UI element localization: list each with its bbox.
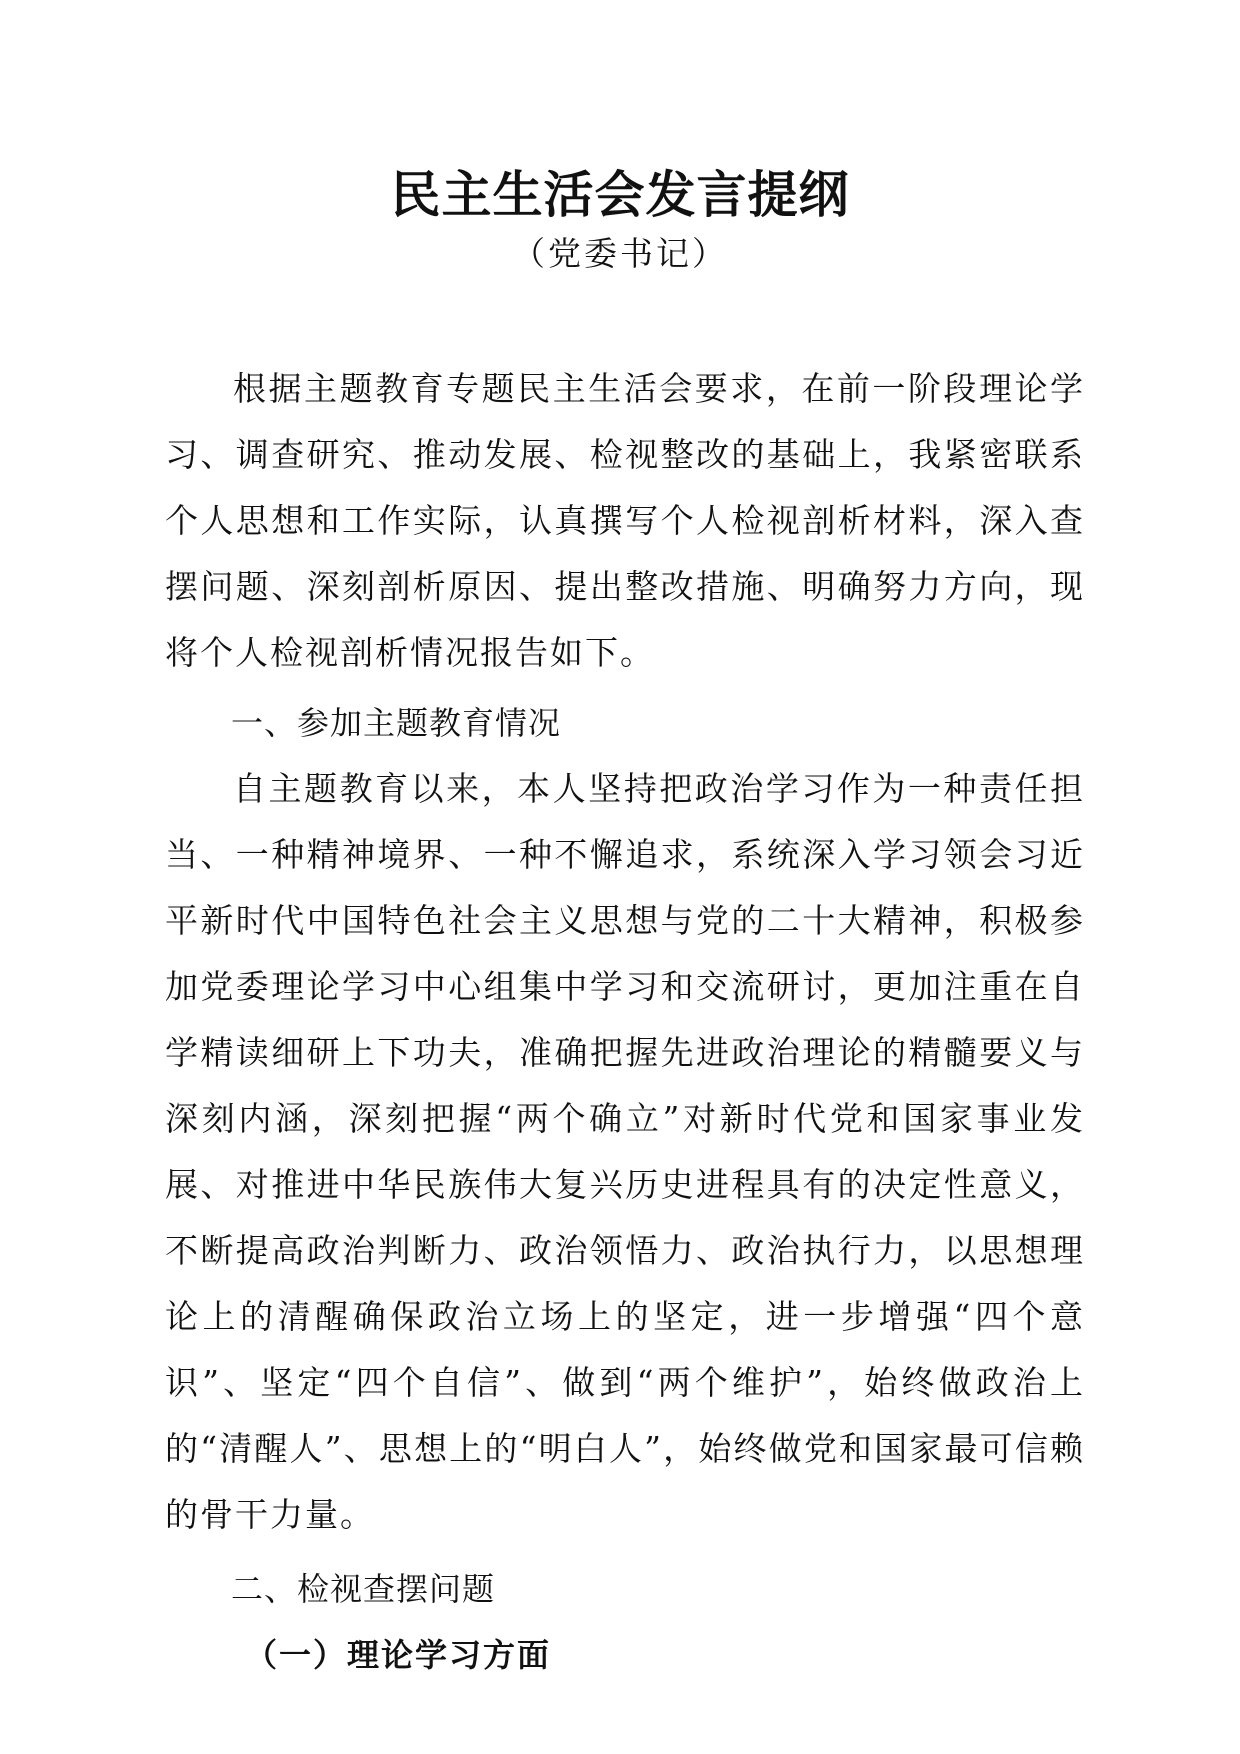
- section-2-heading: 二、检视查摆问题: [231, 1570, 496, 1608]
- section-1-heading: 一、参加主题教育情况: [231, 704, 562, 742]
- intro-paragraph: 根据主题教育专题民主生活会要求，在前一阶段理论学习、调查研究、推动发展、检视整改的基础上，我紧密联系个人思想和工作实际，认真撰写个人检视剖析材料，深入查摆问题、深刻剖析原因、提出整改措施、明确努力方向，现将个人检视剖析情况报告如下。: [165, 369, 1085, 672]
- document-subtitle: （党委书记）: [512, 234, 728, 273]
- document-body: [165, 356, 1085, 1688]
- section-1-paragraph: 自主题教育以来，本人坚持把政治学习作为一种责任担当、一种精神境界、一种不懈追求，系统深入学习领会习近平新时代中国特色社会主义思想与党的二十大精神，积极参加党委理论学习中心组集中学习和交流研讨，更加注重在自学精读细研上下功夫，准确把握先进政治理论的精髓要义与深刻内涵，深刻把握“两个确立”对新时代党和国家事业发展、对推进中华民族伟大复兴历史进程具有的决定性意义，不断提高政治判断力、政治领悟力、政治执行力，以思想理论上的清醒确保政治立场上的坚定，进一步增强“四个意识”、坚定“四个自信”、做到“两个维护”，始终做政治上的“清醒人”、思想上的“明白人”，始终做党和国家最可信赖的骨干力量。: [165, 769, 1085, 1534]
- document-title: 民主生活会发言提纲: [390, 165, 850, 224]
- section-2-subheading: （一）理论学习方面: [245, 1636, 552, 1674]
